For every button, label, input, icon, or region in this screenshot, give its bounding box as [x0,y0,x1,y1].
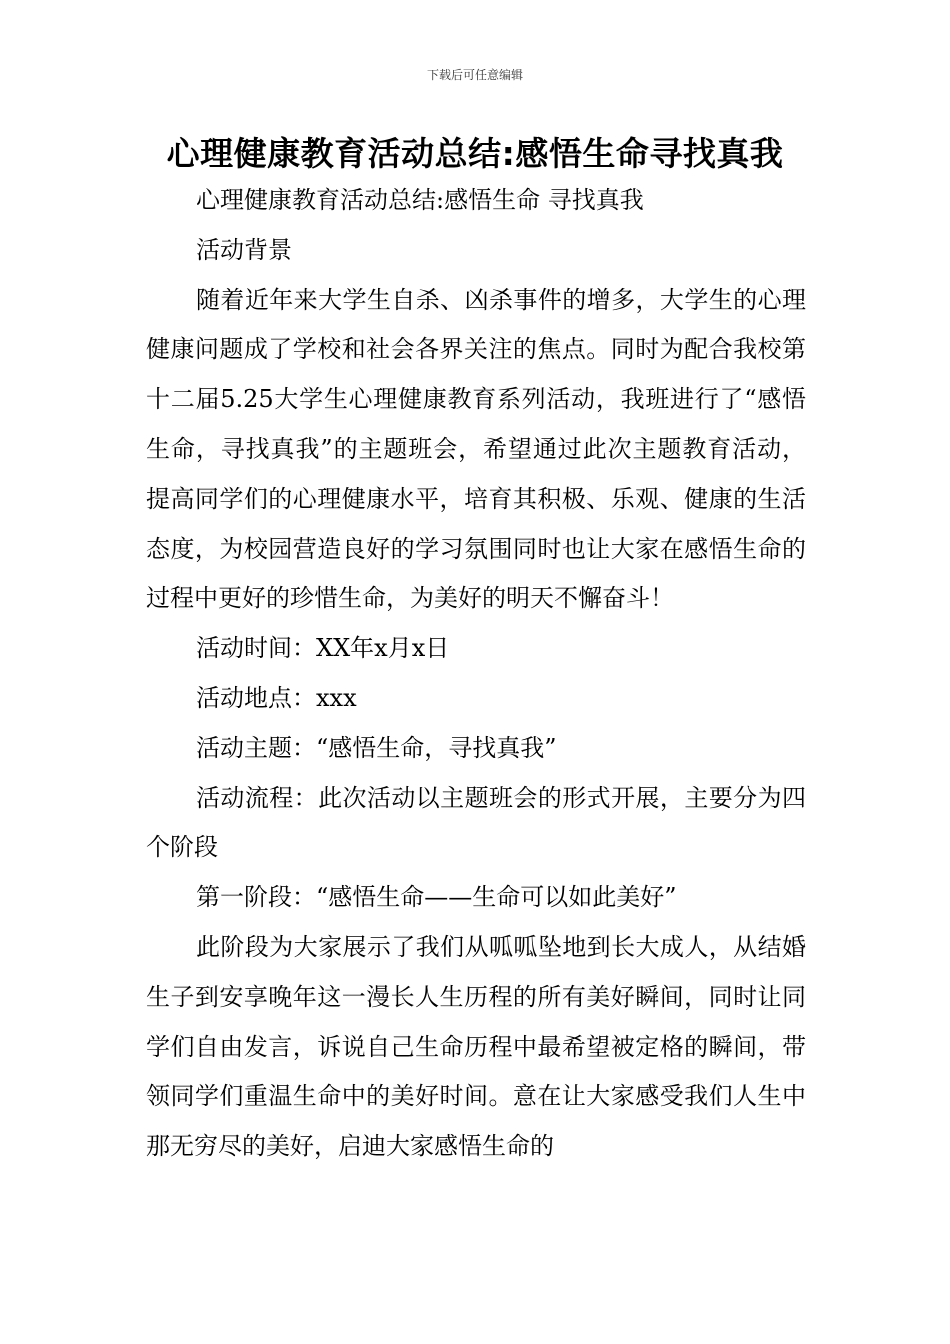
paragraph-background: 随着近年来大学生自杀、凶杀事件的增多，大学生的心理健康问题成了学校和社会各界关注的焦点。同时为配合我校第十二届5.25大学生心理健康教育系列活动，我班进行了“感悟生命，寻找真我”的主题班会，希望通过此次主题教育活动，提高同学们的心理健康水平，培育其积极、乐观、健康的生活态度，为校园营造良好的学习氛围同时也让大家在感悟生命的过程中更好的珍惜生命，为美好的明天不懈奋斗！ [146,285,806,613]
paragraph-process: 活动流程：此次活动以主题班会的形式开展，主要分为四个阶段 [146,783,806,862]
document-body [146,176,806,1172]
paragraph-time: 活动时间：XX年x月x日 [196,634,450,663]
paragraph-stage-one-heading: 第一阶段：“感悟生命——生命可以如此美好” [196,883,677,912]
paragraph-background-heading: 活动背景 [196,235,292,264]
paragraph-location: 活动地点：xxx [196,683,357,712]
paragraph-theme: 活动主题：“感悟生命，寻找真我” [196,733,557,762]
header-note: 下载后可任意编辑 [426,68,523,82]
paragraph-stage-one: 此阶段为大家展示了我们从呱呱坠地到长大成人，从结婚生子到安享晚年这一漫长人生历程的所有美好瞬间，同时让同学们自由发言，诉说自己生命历程中最希望被定格的瞬间，带领同学们重温生命中的美好时间。意在让大家感受我们人生中那无穷尽的美好，启迪大家感悟生命的 [146,932,806,1161]
paragraph-subtitle: 心理健康教育活动总结:感悟生命 寻找真我 [196,186,644,214]
document-title: 心理健康教育活动总结:感悟生命寻找真我 [166,134,784,173]
